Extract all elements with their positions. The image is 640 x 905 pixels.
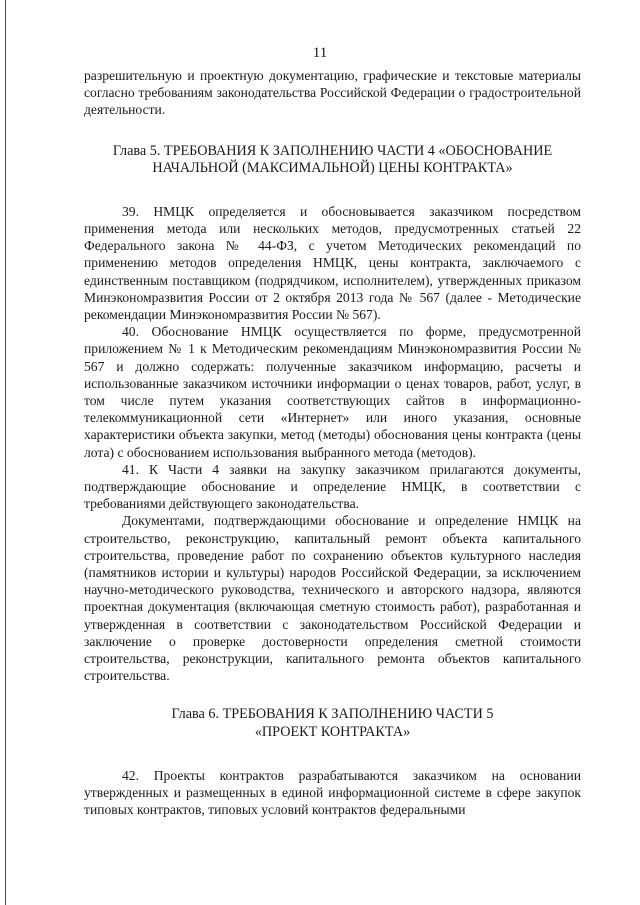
chapter-5-title-line-1: Глава 5. ТРЕБОВАНИЯ К ЗАПОЛНЕНИЮ ЧАСТИ 4 «ОБОСНОВАНИЕ [112, 142, 553, 159]
paragraph-41: 41. К Части 4 заявки на закупку заказчиком прилагаются документы, подтверждающие обоснование и определение НМЦК, в соответствии с требованиями действующего законодательства. [84, 461, 581, 512]
intro-paragraph: разрешительную и проектную документацию, графические и текстовые материалы согласно требованиям законодательства Российской Федерации о градостроительной деятельности. [84, 68, 581, 118]
chapter-5-title-line-2: НАЧАЛЬНОЙ (МАКСИМАЛЬНОЙ) ЦЕНЫ КОНТРАКТА» [152, 160, 513, 177]
chapter-5-title [84, 143, 581, 178]
page-number: 11 [312, 45, 328, 61]
document-body [84, 67, 581, 818]
chapter-6-title-line-1: Глава 6. ТРЕБОВАНИЯ К ЗАПОЛНЕНИЮ ЧАСТИ 5 [171, 706, 494, 723]
paragraph-39: 39. НМЦК определяется и обосновывается заказчиком посредством применения метода или нескольких методов, предусмотренных статьей 22 Федерального закона № 44-ФЗ, с учетом Методических рекомендаций по применению методов определения НМЦК, цены контракта, заключаемого с единственным поставщиком (подрядчиком, исполнителем), утвержденных приказом Минэкономразвития России от 2 октября 2013 года № 567 (далее - Методические рекомендации Минэкономразвития России № 567). [84, 203, 581, 323]
page-edge-line [5, 0, 6, 905]
chapter-6-title-line-2: «ПРОЕКТ КОНТРАКТА» [254, 724, 411, 741]
chapter-6-title [84, 706, 581, 741]
paragraph-42: 42. Проекты контрактов разрабатываются заказчиком на основании утвержденных и размещенных в единой информационной системе в сфере закупок типовых контрактов, типовых условий контрактов федеральными [84, 767, 581, 818]
paragraph-40: 40. Обоснование НМЦК осуществляется по форме, предусмотренной приложением № 1 к Методическим рекомендациям Минэкономразвития России № 567 и должно содержать: полученные заказчиком информацию, расчеты и использованные заказчиком источники информации о ценах товаров, работ, услуг, в том числе путем указания соответствующих сайтов в информационно-телекоммуникационной сети «Интернет» или иного указания, основные характеристики объекта закупки, метод (методы) обоснования цены контракта (цены лота) с обоснованием использования выбранного метода (методов). [84, 324, 581, 460]
paragraph-41-supporting-documents: Документами, подтверждающими обоснование и определение НМЦК на строительство, реконструкцию, капитальный ремонт объекта капитального строительства, проведение работ по сохранению объектов культурного наследия (памятников истории и культуры) народов Российской Федерации, за исключением научно-методического руководства, технического и авторского надзора, являются проектная документация (включающая сметную стоимость работ), разработанная и утвержденная в соответствии с законодательством Российской Федерации и заключение о проверке достоверности определения сметной стоимости строительства, реконструкции, капитального ремонта объектов капитального строительства. [84, 513, 581, 684]
